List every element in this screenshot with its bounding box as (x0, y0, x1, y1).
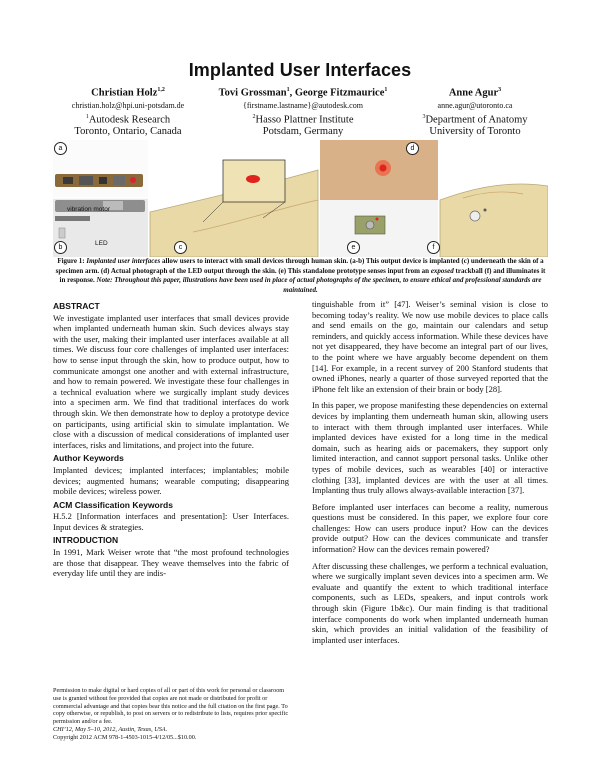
abstract-heading: ABSTRACT (53, 301, 100, 311)
led-component (59, 228, 65, 238)
affiliation-name: Hasso Plattner Institute (255, 114, 354, 125)
wire (55, 216, 90, 221)
author-block (48, 84, 552, 140)
author-holz (48, 84, 208, 138)
author-name: Christian Holz (91, 87, 158, 99)
affiliation-location: Toronto, Ontario, Canada (74, 126, 182, 137)
figure-label-e: e (347, 241, 360, 254)
annotation-led: LED (95, 240, 108, 247)
acm-text: H.5.2 [Information interfaces and presentation]: User Interfaces. Input devices & strategies. (53, 511, 289, 532)
affiliation-sup: 1 (85, 113, 89, 120)
chip (113, 176, 125, 185)
affiliation-location: University of Toronto (429, 126, 521, 137)
introduction-heading: INTRODUCTION (53, 535, 119, 546)
right-column (312, 299, 548, 648)
author-name: Anne Agur (448, 87, 499, 99)
permission-block (53, 687, 289, 742)
photo-panel-a (53, 140, 148, 198)
figure-label-b: b (54, 241, 67, 254)
caption-italic: Implanted user interfaces (86, 257, 161, 265)
figure-label-d: d (406, 142, 419, 155)
exposed-trackball (470, 211, 480, 221)
author-sup-2: 1 (384, 87, 388, 93)
introduction-text: After discussing these challenges, we perform a technical evaluation, where we surgically implant seven devices into a specimen arm. We evaluate and quantify the extent to which traditional interface components, such as LEDs, speakers, and input controls work through skin (Figure 1b&c). Our main finding is that traditional interface components do work when implanted underneath human skin, which provides an initial validation of the feasibility of implanted user interfaces. (312, 560, 548, 645)
trackball (366, 221, 374, 229)
figure-caption (53, 257, 548, 295)
figure-label-c: c (174, 241, 187, 254)
introduction-text: tinguishable from it” [47]. Weiser’s seminal vision is close to becoming today’s reality. We now use mobile devices to place calls and send emails on the go, maintain our calendars and setup reminders, and quickly access information. While these devices have not yet disappeared, they have become an integral part of our lives, to the point where we have arguably become dependent on them [14]. For example, in a recent survey of 200 Stanford students that owned iPhones, nearly a quarter of those surveyed reported that the iPhone felt like an extension of their brain or body [28]. (312, 299, 548, 394)
led-dot (130, 177, 136, 183)
permission-text: Permission to make digital or hard copies of all or part of this work for personal or classroom use is granted without fee provided that copies are not made or distributed for profit or commercial advantage and that copies bear this notice and the full citation on the first page. To copy otherwise, or republish, to post on servers or to redistribute to lists, requires prior specific permission and/or a fee. (53, 687, 289, 726)
author-sup: 1,2 (157, 87, 165, 93)
acm-heading: ACM Classification Keywords (53, 499, 173, 510)
conference-info: CHI’12, May 5–10, 2012, Austin, Texas, USA. (53, 725, 168, 733)
caption-prefix: Figure 1: (57, 257, 87, 265)
introduction-text: Before implanted user interfaces can become a reality, numerous questions must be considered. In this paper, we explore four core challenges: How can users produce input? How can the devices provide output? How can the devices communicate and transfer information? How can the devices remain powered? (312, 501, 548, 555)
figure-1 (53, 140, 548, 257)
author-email[interactable]: christian.holz@hpi.uni-potsdam.de (71, 100, 185, 110)
keywords-heading: Author Keywords (53, 453, 124, 464)
keywords-text: Implanted devices; implanted interfaces; implantables; mobile devices; augmented humans; wearable computing; disappearing mobile devices; wireless power. (53, 464, 289, 497)
caption-text: trackball (f) and illuminates it in response. (59, 266, 546, 284)
author-email[interactable]: {firstname.lastname}@autodesk.com (243, 100, 363, 110)
author-agur (398, 84, 552, 138)
affiliation-sup: 2 (252, 113, 256, 120)
left-column (53, 299, 289, 582)
author-sup: 1 (286, 87, 290, 93)
caption-note: Note: Throughout this paper, illustrations have been used in place of actual photographs of the specimen, to ensure ethical and professional standards are maintained. (96, 276, 542, 294)
affiliation-name: Autodesk Research (88, 114, 171, 125)
author-sup: 3 (498, 87, 502, 93)
figure-illustration (53, 140, 548, 257)
led-glow (246, 175, 260, 183)
abstract-text: We investigate implanted user interfaces that small devices provide when implanted underneath human skin. Such devices always stay with the user, making their implanted user interfaces available at all times. We discuss four core challenges of implanted user interfaces: how to sense input through the skin, how to produce output, how to communicate amongst one another and with external infrastructure, and how to remain powered. We investigate these four challenges in a technical evaluation where we surgically implant study devices into a specimen arm. We find that traditional interfaces do work through skin. We then demonstrate how to deploy a prototype device on participants, using artificial skin to simulate implantation. We close with a discussion of medical considerations of implanted user interfaces, risks and limitations, and project into the future. (53, 312, 289, 450)
caption-italic: exposed (430, 266, 454, 275)
chip (63, 177, 73, 184)
hand-illustration (440, 184, 548, 257)
author-email[interactable]: anne.agur@utoronto.ca (437, 100, 513, 110)
author-name: Tovi Grossman (218, 87, 287, 99)
copyright-info: Copyright 2012 ACM 978-1-4503-1015-4/12/05...$10.00. (53, 733, 197, 741)
led-glow-core (380, 165, 387, 172)
paper-title: Implanted User Interfaces (188, 60, 412, 80)
author-name-2: , George Fitzmaurice (289, 87, 385, 99)
caption-text: allow users to interact with small devices through human skin. (a-b) This output device is implanted (c) underneath the skin of a specimen arm. (d) Actual photograph of the LED output through the skin. (e) This standalone prototype senses input from an (55, 257, 544, 275)
figure-label-f: f (427, 241, 440, 254)
affiliation-location: Potsdam, Germany (262, 126, 344, 137)
affiliation-name: Department of Anatomy (425, 114, 528, 125)
introduction-text: In 1991, Mark Weiser wrote that “the most profound technologies are those that disappear. They weave themselves into the fabric of everyday life until they are indis- (53, 547, 289, 579)
chip (79, 176, 93, 185)
figure-label-a: a (54, 142, 67, 155)
chip (99, 177, 107, 184)
introduction-text: In this paper, we propose manifesting these dependencies on external devices by implanting them underneath human skin, allowing users to interact with them through implanted user interfaces. While implanted devices have existed for a long time in the medical domain, such as hearing aids or pacemakers, they support only limited interaction, and cannot support personal tasks. Unlike other types of mobile devices, such as wearables [40] or interactive clothing [33], implanted devices are with the user at all times. Implanting thus truly allows always-available interaction [37]. (312, 400, 548, 496)
author-grossman-fitzmaurice (208, 84, 398, 138)
led-dot (484, 209, 487, 212)
led-dot (376, 218, 379, 221)
affiliation-sup: 3 (422, 113, 426, 120)
annotation-vibration-motor: vibration motor (67, 206, 110, 213)
